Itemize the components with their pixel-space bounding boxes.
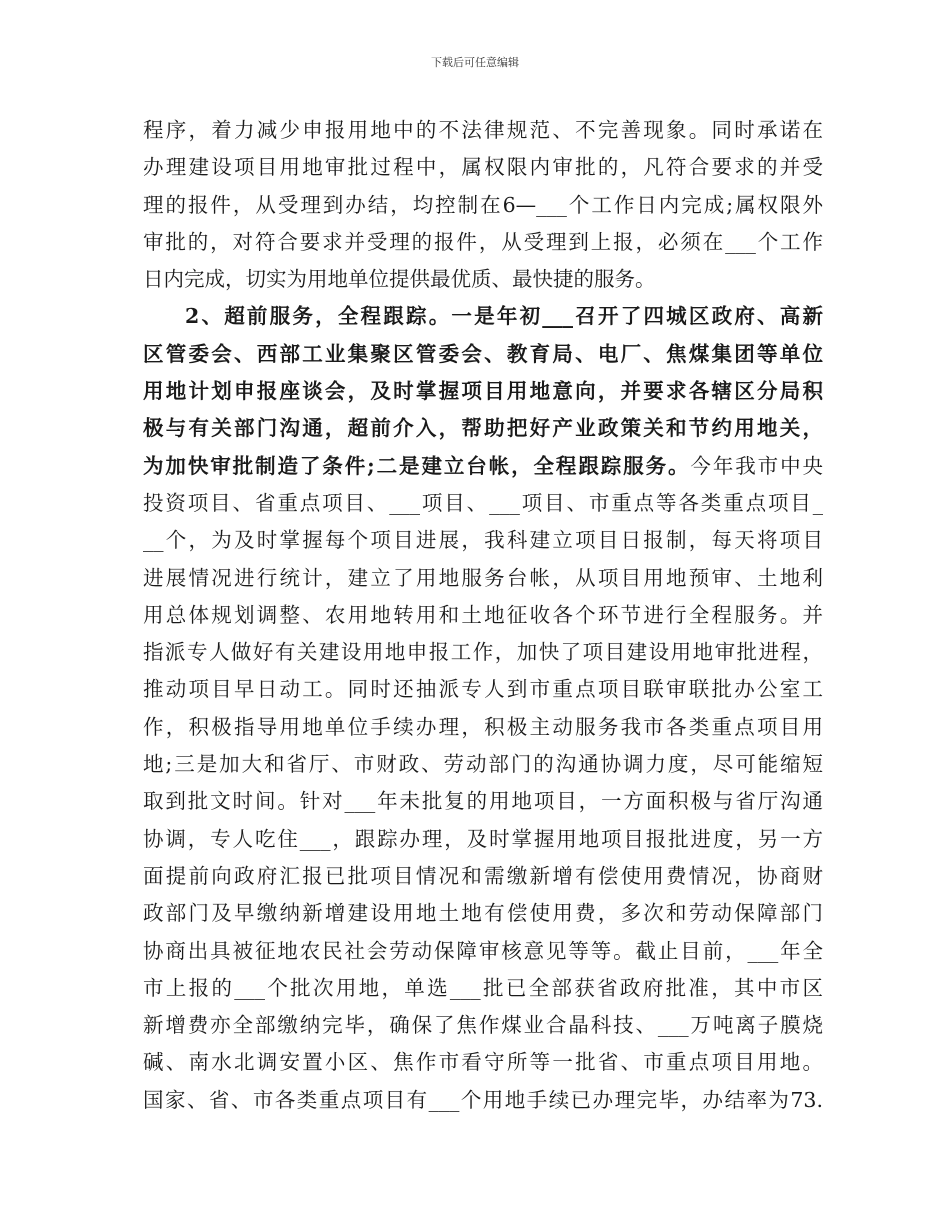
text-line: 区管委会、西部工业集聚区管委会、教育局、电厂、焦煤集团等单位 [143,341,823,366]
text-line: 审批的，对符合要求并受理的报件，从受理到上报，必须在___个工作 [143,229,823,254]
text-line: 用总体规划调整、农用地转用和土地征收各个环节进行全程服务。并 [143,602,823,627]
text-line: 取到批文时间。针对___年未批复的用地项目，一方面积极与省厅沟通 [143,789,823,814]
bold-text: 为加快审批制造了条件;二是建立台帐，全程跟踪服务。 [143,453,691,478]
text-line: 政部门及早缴纳新增建设用地土地有偿使用费，多次和劳动保障部门 [143,901,823,926]
document-body [143,112,823,1119]
text-line: 协调，专人吃住___，跟踪办理，及时掌握用地项目报批进度，另一方 [143,826,823,851]
text-line: 推动项目早日动工。同时还抽派专人到市重点项目联审联批办公室工 [143,677,823,702]
text-line: 市上报的___个批次用地，单选___批已全部获省政府批准，其中市区 [143,975,823,1000]
regular-text: 今年我市中央 [690,453,823,478]
text-line: 指派专人做好有关建设用地申报工作，加快了项目建设用地审批进程， [143,640,823,665]
text-line: 办理建设项目用地审批过程中，属权限内审批的，凡符合要求的并受 [143,155,823,180]
text-line: 程序，着力减少申报用地中的不法律规范、不完善现象。同时承诺在 [143,118,823,142]
text-line-mixed [143,448,823,485]
text-line: 国家、省、市各类重点项目有___个用地手续已办理完毕，办结率为73. [143,1087,823,1112]
text-line: 理的报件，从受理到办结，均控制在6—___个工作日内完成;属权限外 [143,192,823,217]
text-line: 碱、南水北调安置小区、焦作市看守所等一批省、市重点项目用地。 [143,1050,823,1075]
text-line: 投资项目、省重点项目、___项目、___项目、市重点等各类重点项目_ [143,490,823,515]
text-line: 地;三是加大和省厅、市财政、劳动部门的沟通协调力度，尽可能缩短 [143,752,823,777]
text-line: 面提前向政府汇报已批项目情况和需缴新增有偿使用费情况，协商财 [143,863,823,888]
text-line: __个，为及时掌握每个项目进展，我科建立项目日报制，每天将项目 [143,528,823,553]
text-line: 日内完成，切实为用地单位提供最优质、最快捷的服务。 [143,267,656,292]
page-header: 下载后可任意编辑 [431,56,519,69]
text-line: 协商出具被征地农民社会劳动保障审核意见等等。截止目前，___年全 [143,938,823,963]
text-line: 用地计划申报座谈会，及时掌握项目用地意向，并要求各辖区分局积 [143,379,823,404]
text-line: 极与有关部门沟通，超前介入，帮助把好产业政策关和节约用地关， [143,416,823,441]
section-heading-line: 2、超前服务，全程跟踪。一是年初___召开了四城区政府、高新 [185,304,823,329]
text-line: 作，积极指导用地单位手续办理，积极主动服务我市各类重点项目用 [143,714,823,739]
text-line: 新增费亦全部缴纳完毕，确保了焦作煤业合晶科技、___万吨离子膜烧 [143,1013,823,1038]
text-line: 进展情况进行统计，建立了用地服务台帐，从项目用地预审、土地利 [143,565,823,590]
